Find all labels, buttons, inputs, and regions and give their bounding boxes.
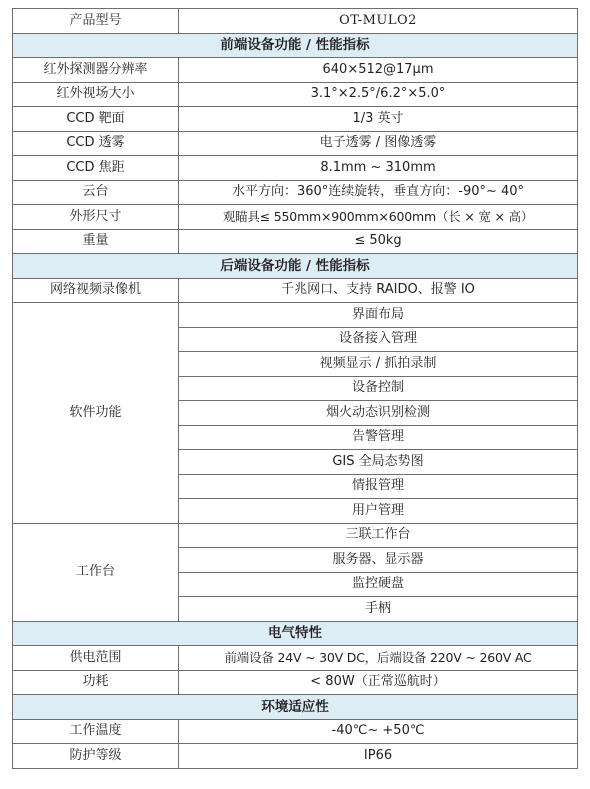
model-label: 产品型号 [13,9,179,34]
section-header-electrical [13,621,578,646]
software-item: 视频显示 / 抓拍录制 [179,352,578,377]
workstation-item: 手柄 [179,597,578,622]
table-row [13,670,578,695]
table-row [13,180,578,205]
spec-label: CCD 透雾 [13,131,179,156]
spec-value: 电子透雾 / 图像透雾 [179,131,578,156]
software-item: 烟火动态识别检测 [179,401,578,426]
table-row [13,303,578,328]
section-header-back-end [13,254,578,279]
software-item: 界面布局 [179,303,578,328]
workstation-item: 监控硬盘 [179,572,578,597]
spec-value: IP66 [179,744,578,769]
spec-label: 工作温度 [13,719,179,744]
workstation-item: 三联工作台 [179,523,578,548]
section-title: 前端设备功能 / 性能指标 [13,33,578,58]
section-title: 环境适应性 [13,695,578,720]
spec-label: CCD 焦距 [13,156,179,181]
spec-label: 网络视频录像机 [13,278,179,303]
table-row [13,744,578,769]
workstation-label: 工作台 [13,523,179,621]
spec-label: 外形尺寸 [13,205,179,230]
spec-value: 640×512@17μm [179,58,578,83]
table-row [13,205,578,230]
spec-label: 供电范围 [13,646,179,671]
software-item: 设备控制 [179,376,578,401]
spec-label: 防护等级 [13,744,179,769]
software-item: 告警管理 [179,425,578,450]
table-row [13,646,578,671]
table-row [13,58,578,83]
table-row [13,107,578,132]
table-row [13,82,578,107]
table-row [13,131,578,156]
spec-label: 功耗 [13,670,179,695]
section-header-environment [13,695,578,720]
spec-value: 8.1mm ~ 310mm [179,156,578,181]
spec-table [12,8,578,769]
section-title: 后端设备功能 / 性能指标 [13,254,578,279]
spec-label: 红外视场大小 [13,82,179,107]
spec-value: 千兆网口、支持 RAIDO、报警 IO [179,278,578,303]
software-item: 设备接入管理 [179,327,578,352]
spec-label: 云台 [13,180,179,205]
spec-value: ≤ 50kg [179,229,578,254]
table-row [13,229,578,254]
software-label: 软件功能 [13,303,179,524]
table-row [13,278,578,303]
section-title: 电气特性 [13,621,578,646]
spec-label: 红外探测器分辨率 [13,58,179,83]
software-item: 用户管理 [179,499,578,524]
software-item: GIS 全局态势图 [179,450,578,475]
table-row [13,523,578,548]
spec-value: 前端设备 24V ~ 30V DC，后端设备 220V ~ 260V AC [179,646,578,671]
table-row [13,719,578,744]
model-value: OT-MULO2 [179,9,578,34]
workstation-item: 服务器、显示器 [179,548,578,573]
spec-value: -40℃~ +50℃ [179,719,578,744]
spec-value: 1/3 英寸 [179,107,578,132]
spec-label: CCD 靶面 [13,107,179,132]
spec-label: 重量 [13,229,179,254]
table-row [13,156,578,181]
section-header-front-end [13,33,578,58]
spec-value: 观瞄具≤ 550mm×900mm×600mm（长 × 宽 × 高） [179,205,578,230]
spec-value: 水平方向：360°连续旋转，垂直方向：-90°~ 40° [179,180,578,205]
software-item: 情报管理 [179,474,578,499]
spec-value: < 80W（正常巡航时） [179,670,578,695]
spec-value: 3.1°×2.5°/6.2°×5.0° [179,82,578,107]
table-row [13,9,578,34]
